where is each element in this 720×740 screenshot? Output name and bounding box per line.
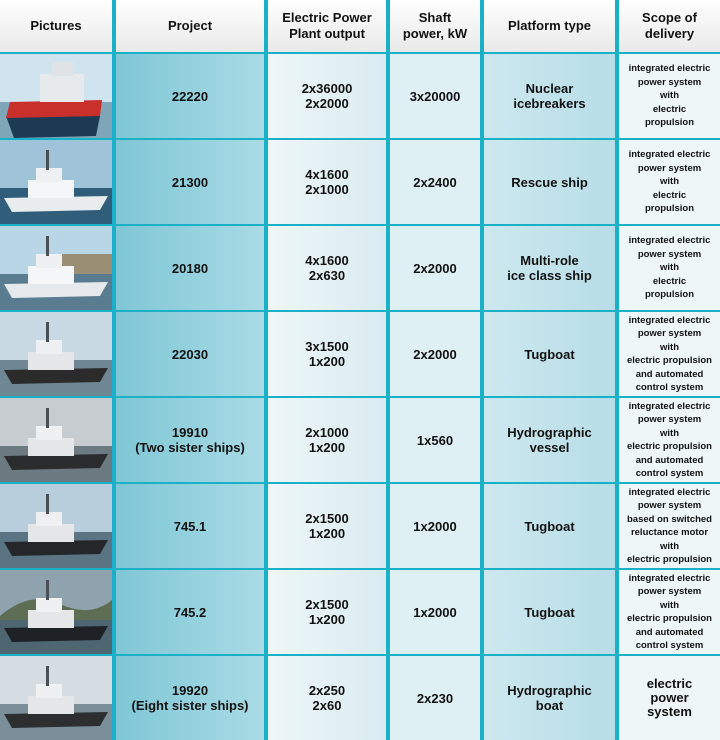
shaft-power-cell: 1x2000 [390,484,480,568]
ship-photo [0,226,112,310]
project-cell: 21300 [116,140,264,224]
scope-cell: integrated electric power system based on switched reluctance motor with electric propulsion [619,484,720,568]
rescue-ship-photo [0,140,112,224]
tugboat-photo [0,484,112,568]
project-cell: 22220 [116,54,264,138]
shaft-power-cell: 2x2000 [390,312,480,396]
ship-photo [0,54,112,138]
platform-type-cell: Rescue ship [484,140,615,224]
platform-type-cell: Nuclear icebreakers [484,54,615,138]
ship-photo [0,140,112,224]
hydrographic-vessel-photo [0,398,112,482]
platform-type-cell: Tugboat [484,484,615,568]
shaft-power-cell: 1x560 [390,398,480,482]
scope-cell: integrated electric power system with electric propulsion [619,140,720,224]
header-project: Project [116,0,264,52]
platform-type-cell: Multi-role ice class ship [484,226,615,310]
power-output-cell: 2x1500 1x200 [268,484,386,568]
power-output-cell: 2x1500 1x200 [268,570,386,654]
shaft-power-cell: 2x2000 [390,226,480,310]
project-cell: 19920 (Eight sister ships) [116,656,264,740]
shaft-power-cell: 2x2400 [390,140,480,224]
scope-cell: electric power system [619,656,720,740]
power-output-cell: 2x250 2x60 [268,656,386,740]
scope-cell: integrated electric power system with electric propulsion and automated control system [619,312,720,396]
power-output-cell: 3x1500 1x200 [268,312,386,396]
platform-type-cell: Hydrographic vessel [484,398,615,482]
tugboat-photo [0,312,112,396]
platform-type-cell: Hydrographic boat [484,656,615,740]
ship-photo [0,570,112,654]
project-cell: 19910 (Two sister ships) [116,398,264,482]
scope-cell: integrated electric power system with electric propulsion [619,226,720,310]
hydrographic-boat-photo [0,656,112,740]
project-cell: 20180 [116,226,264,310]
tugboat-photo [0,570,112,654]
header-scope: Scope of delivery [619,0,720,52]
power-output-cell: 2x36000 2x2000 [268,54,386,138]
header-pictures: Pictures [0,0,112,52]
power-output-cell: 2x1000 1x200 [268,398,386,482]
ice-class-ship-photo [0,226,112,310]
project-cell: 745.2 [116,570,264,654]
shaft-power-cell: 2x230 [390,656,480,740]
platform-type-cell: Tugboat [484,312,615,396]
shaft-power-cell: 1x2000 [390,570,480,654]
scope-cell: integrated electric power system with electric propulsion and automated control system [619,570,720,654]
power-output-cell: 4x1600 2x1000 [268,140,386,224]
platform-type-cell: Tugboat [484,570,615,654]
header-shaft: Shaft power, kW [390,0,480,52]
icebreaker-photo [0,54,112,138]
scope-cell: integrated electric power system with electric propulsion [619,54,720,138]
ship-photo [0,484,112,568]
project-cell: 22030 [116,312,264,396]
project-cell: 745.1 [116,484,264,568]
header-power: Electric Power Plant output [268,0,386,52]
scope-cell: integrated electric power system with electric propulsion and automated control system [619,398,720,482]
ship-photo [0,398,112,482]
shaft-power-cell: 3x20000 [390,54,480,138]
ship-photo [0,656,112,740]
power-output-cell: 4x1600 2x630 [268,226,386,310]
ship-photo [0,312,112,396]
header-platform: Platform type [484,0,615,52]
